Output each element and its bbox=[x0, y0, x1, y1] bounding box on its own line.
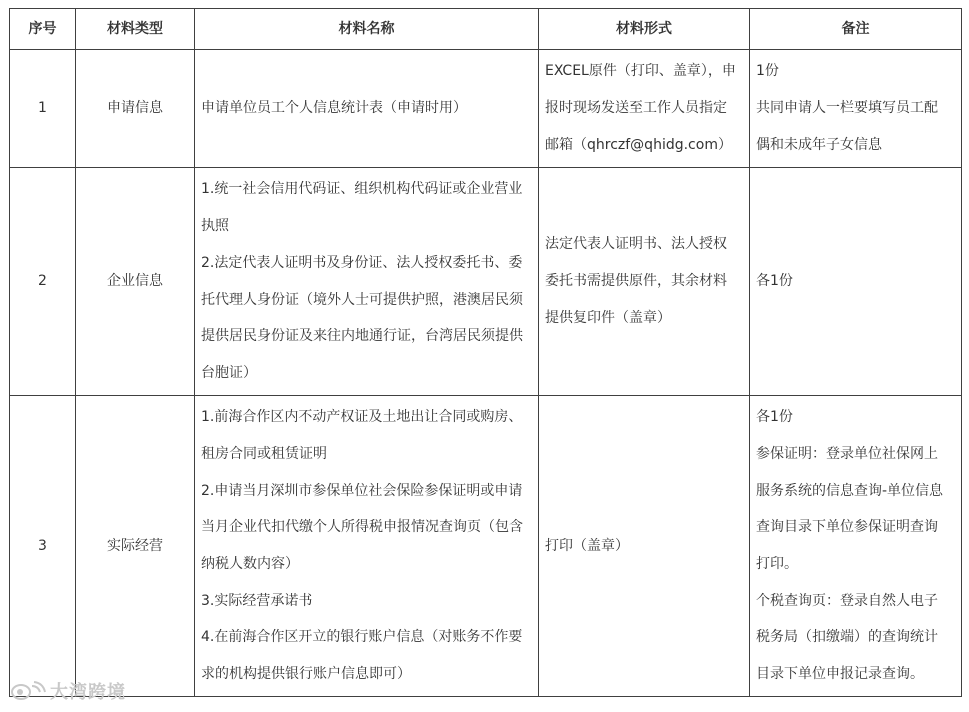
cell-line: 各1份 bbox=[756, 273, 793, 290]
cell-line: EXCEL原件（打印、盖章），申 bbox=[545, 63, 736, 80]
cell-line: 各1份 bbox=[756, 409, 793, 426]
cell-line: 执照 bbox=[201, 218, 229, 235]
cell-line: 1.前海合作区内不动产权证及土地出让合同或购房、 bbox=[201, 409, 523, 426]
header-remarks: 备注 bbox=[750, 9, 962, 50]
cell-note bbox=[750, 396, 962, 697]
cell-index: 1 bbox=[10, 50, 76, 168]
watermark-text: 大湾跨境 bbox=[50, 682, 126, 703]
cell-index: 3 bbox=[10, 396, 76, 697]
cell-line: 邮箱（qhrczf@qhidg.com） bbox=[545, 136, 732, 153]
table-header-row bbox=[10, 9, 962, 50]
cell-line: 1份 bbox=[756, 63, 779, 80]
cell-line: 参保证明：登录单位社保网上 bbox=[756, 445, 938, 462]
cell-note bbox=[750, 50, 962, 168]
cell-type: 申请信息 bbox=[76, 50, 195, 168]
cell-line: 当月企业代扣代缴个人所得税申报情况查询页（包含 bbox=[201, 519, 523, 536]
cell-line: 求的机构提供银行账户信息即可） bbox=[201, 666, 411, 683]
header-material-form: 材料形式 bbox=[539, 9, 750, 50]
cell-line: 租房合同或租赁证明 bbox=[201, 445, 327, 462]
cell-type: 企业信息 bbox=[76, 168, 195, 396]
cell-name bbox=[195, 168, 539, 396]
cell-line: 提供居民身份证及来往内地通行证，台湾居民须提供 bbox=[201, 328, 523, 345]
cell-line: 法定代表人证明书、法人授权 bbox=[545, 236, 727, 253]
cell-line: 申请单位员工个人信息统计表（申请时用） bbox=[201, 100, 467, 117]
cell-line: 纳税人数内容） bbox=[201, 556, 299, 572]
cell-form bbox=[539, 396, 750, 697]
cell-line: 1.统一社会信用代码证、组织机构代码证或企业营业 bbox=[201, 181, 523, 198]
cell-line: 2.申请当月深圳市参保单位社会保险参保证明或申请 bbox=[201, 482, 523, 499]
cell-line: 托代理人身份证（境外人士可提供护照，港澳居民须 bbox=[201, 291, 523, 308]
table-row bbox=[10, 50, 962, 168]
cell-line: 打印。 bbox=[756, 556, 798, 572]
cell-name bbox=[195, 396, 539, 697]
cell-line: 2.法定代表人证明书及身份证、法人授权委托书、委 bbox=[201, 254, 523, 271]
cell-line: 服务系统的信息查询-单位信息 bbox=[756, 482, 944, 499]
watermark bbox=[10, 679, 126, 703]
cell-line: 共同申请人一栏要填写员工配 bbox=[756, 100, 938, 117]
cell-line: 报时现场发送至工作人员指定 bbox=[545, 100, 727, 117]
cell-index: 2 bbox=[10, 168, 76, 396]
cell-form bbox=[539, 168, 750, 396]
table-row bbox=[10, 396, 962, 697]
cell-line: 打印（盖章） bbox=[545, 537, 629, 554]
cell-line: 4.在前海合作区开立的银行账户信息（对账务不作要 bbox=[201, 629, 523, 646]
cell-type: 实际经营 bbox=[76, 396, 195, 697]
cell-line: 提供复印件（盖章） bbox=[545, 309, 671, 326]
materials-table bbox=[9, 8, 962, 697]
cell-form bbox=[539, 50, 750, 168]
cell-line: 委托书需提供原件，其余材料 bbox=[545, 273, 727, 290]
cell-line: 税务局（扣缴端）的查询统计 bbox=[756, 629, 938, 646]
weibo-eye-icon bbox=[10, 680, 46, 702]
header-material-type: 材料类型 bbox=[76, 9, 195, 50]
header-material-name: 材料名称 bbox=[195, 9, 539, 50]
cell-line: 台胞证） bbox=[201, 364, 257, 381]
cell-line: 个税查询页：登录自然人电子 bbox=[756, 592, 938, 609]
cell-note bbox=[750, 168, 962, 396]
cell-line: 查询目录下单位参保证明查询 bbox=[756, 519, 938, 536]
cell-name bbox=[195, 50, 539, 168]
cell-line: 3.实际经营承诺书 bbox=[201, 592, 313, 609]
header-index: 序号 bbox=[10, 9, 76, 50]
cell-line: 目录下单位申报记录查询。 bbox=[756, 666, 924, 683]
cell-line: 偶和未成年子女信息 bbox=[756, 136, 882, 153]
table-row bbox=[10, 168, 962, 396]
